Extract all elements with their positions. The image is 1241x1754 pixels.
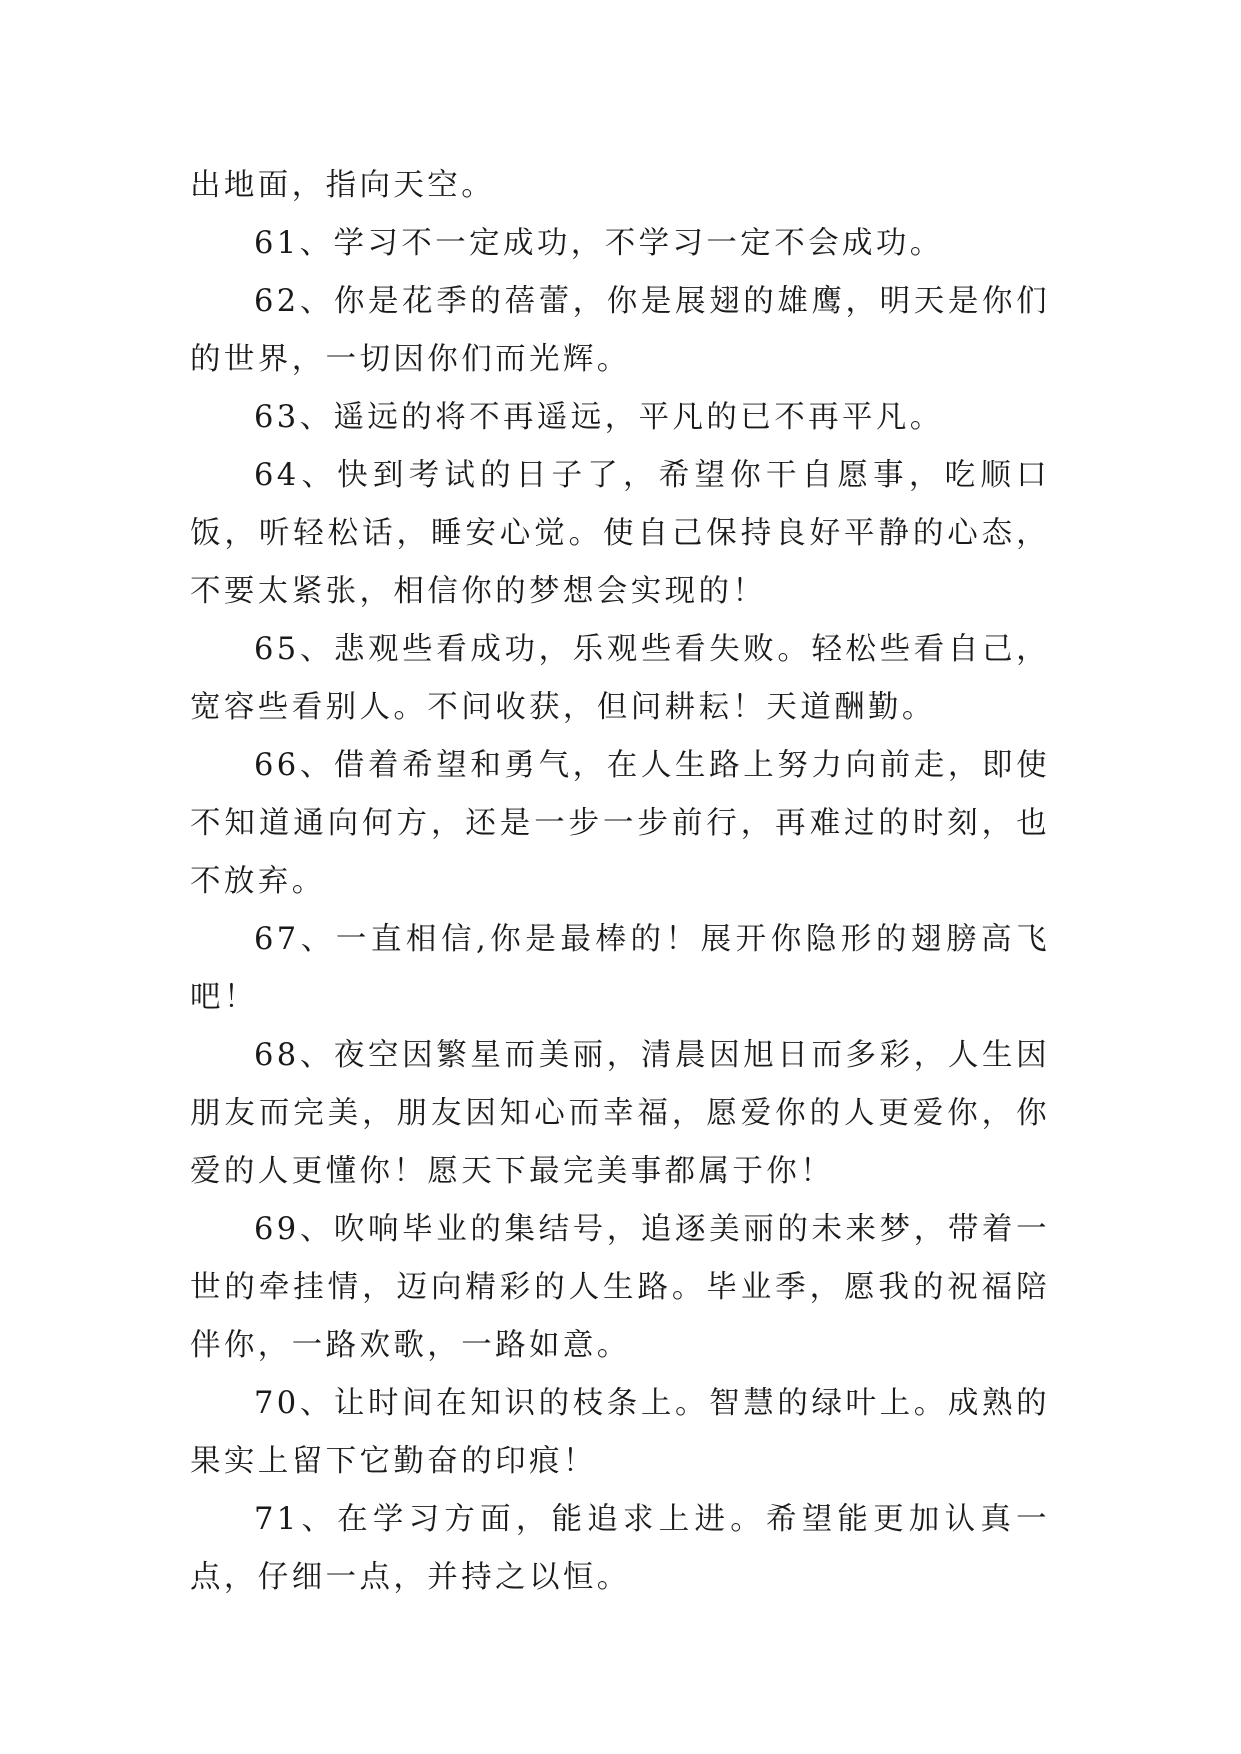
document-body xyxy=(190,157,1050,1607)
paragraph-66: 66、借着希望和勇气，在人生路上努力向前走，即使不知道通向何方，还是一步一步前行，再难过的时刻，也不放弃。 xyxy=(190,748,1050,899)
paragraph-64: 64、快到考试的日子了，希望你干自愿事，吃顺口饭，听轻松话，睡安心觉。使自己保持良好平静的心态，不要太紧张，相信你的梦想会实现的！ xyxy=(190,458,1050,609)
paragraph-61: 61、学习不一定成功，不学习一定不会成功。 xyxy=(254,226,944,261)
paragraph-70: 70、让时间在知识的枝条上。智慧的绿叶上。成熟的果实上留下它勤奋的印痕！ xyxy=(190,1386,1050,1479)
paragraph-69: 69、吹响毕业的集结号，追逐美丽的未来梦，带着一世的牵挂情，迈向精彩的人生路。毕业季，愿我的祝福陪伴你，一路欢歌，一路如意。 xyxy=(190,1212,1050,1363)
paragraph-63: 63、遥远的将不再遥远，平凡的已不再平凡。 xyxy=(254,400,944,435)
paragraph-62: 62、你是花季的蓓蕾，你是展翅的雄鹰，明天是你们的世界，一切因你们而光辉。 xyxy=(190,284,1050,377)
paragraph-67: 67、一直相信,你是最棒的！展开你隐形的翅膀高飞吧！ xyxy=(190,922,1050,1015)
paragraph-continuation: 出地面，指向天空。 xyxy=(190,168,496,203)
paragraph-68: 68、夜空因繁星而美丽，清晨因旭日而多彩，人生因朋友而完美，朋友因知心而幸福，愿爱你的人更爱你，你爱的人更懂你！愿天下最完美事都属于你！ xyxy=(190,1038,1050,1189)
paragraph-65: 65、悲观些看成功，乐观些看失败。轻松些看自己，宽容些看别人。不问收获，但问耕耘！天道酬勤。 xyxy=(190,632,1050,725)
paragraph-71: 71、在学习方面，能追求上进。希望能更加认真一点，仔细一点，并持之以恒。 xyxy=(190,1502,1050,1595)
